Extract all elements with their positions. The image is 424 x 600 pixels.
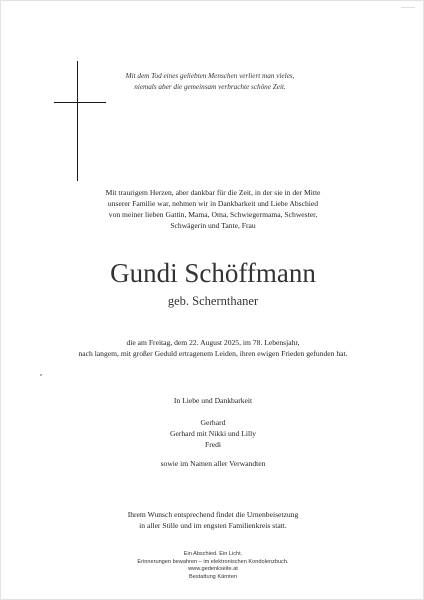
footer-website-link[interactable]: www.gedenkseite.at: [188, 566, 238, 573]
death-line-1: die am Freitag, dem 22. August 2025, im 78. Lebensjahr,: [126, 338, 300, 347]
death-line-2: nach langem, mit großer Geduld ertragenem Leiden, ihren ewigen Frieden gefunden hat.: [78, 349, 348, 358]
deceased-name: Gundi Schöffmann: [110, 258, 316, 288]
intro-line-3: von meiner lieben Gattin, Mama, Oma, Schwiegermama, Schwester,: [108, 210, 318, 219]
footer-line-1: Ein Abschied. Ein Licht.: [183, 551, 243, 557]
thanks-line: In Liebe und Dankbarkeit: [173, 396, 253, 405]
intro-text: [61, 187, 365, 231]
mourner-name: Gerhard: [200, 418, 226, 427]
intro-line-4: Schwägerin und Tante, Frau: [170, 221, 256, 230]
death-notice: [31, 337, 395, 359]
cross-vertical-bar: [77, 61, 78, 181]
intro-line-2: unserer Familie war, nehmen wir in Dankbarkeit und Liebe Abschied: [107, 199, 319, 208]
mourner-name: Fredi: [204, 440, 222, 449]
motto-quote: [105, 71, 315, 93]
wish-line-2: in aller Stille und im engsten Familienkreis statt.: [139, 521, 287, 530]
cross-horizontal-bar: [54, 102, 106, 103]
mourner-name: Gerhard mit Nikki und Lilly: [169, 429, 257, 438]
footer-credits: [101, 551, 325, 581]
maiden-name: geb. Schernthaner: [167, 294, 259, 308]
intro-line-1: Mit traurigem Herzen, aber dankbar für die Zeit, in der sie in der Mitte: [105, 188, 321, 197]
corner-mark: [401, 7, 415, 8]
wish-line-1: Ihrem Wunsch entsprechend findet die Urnenbeisetzung: [127, 510, 299, 519]
motto-line-1: Mit dem Tod eines geliebten Menschen verliert man vieles,: [125, 72, 295, 80]
mourner-names: [1, 417, 424, 450]
burial-wish: [61, 509, 365, 531]
motto-line-2: niemals aber die gemeinsam verbrachte schöne Zeit.: [134, 83, 286, 91]
margin-dot: [40, 374, 42, 376]
relatives-line: sowie im Namen aller Verwandten: [160, 459, 266, 468]
footer-line-4: Bestattung Kärnten: [189, 573, 237, 580]
footer-line-2: Erinnerungen bewahren – im elektronischen Kondolenzbuch.: [137, 558, 289, 565]
